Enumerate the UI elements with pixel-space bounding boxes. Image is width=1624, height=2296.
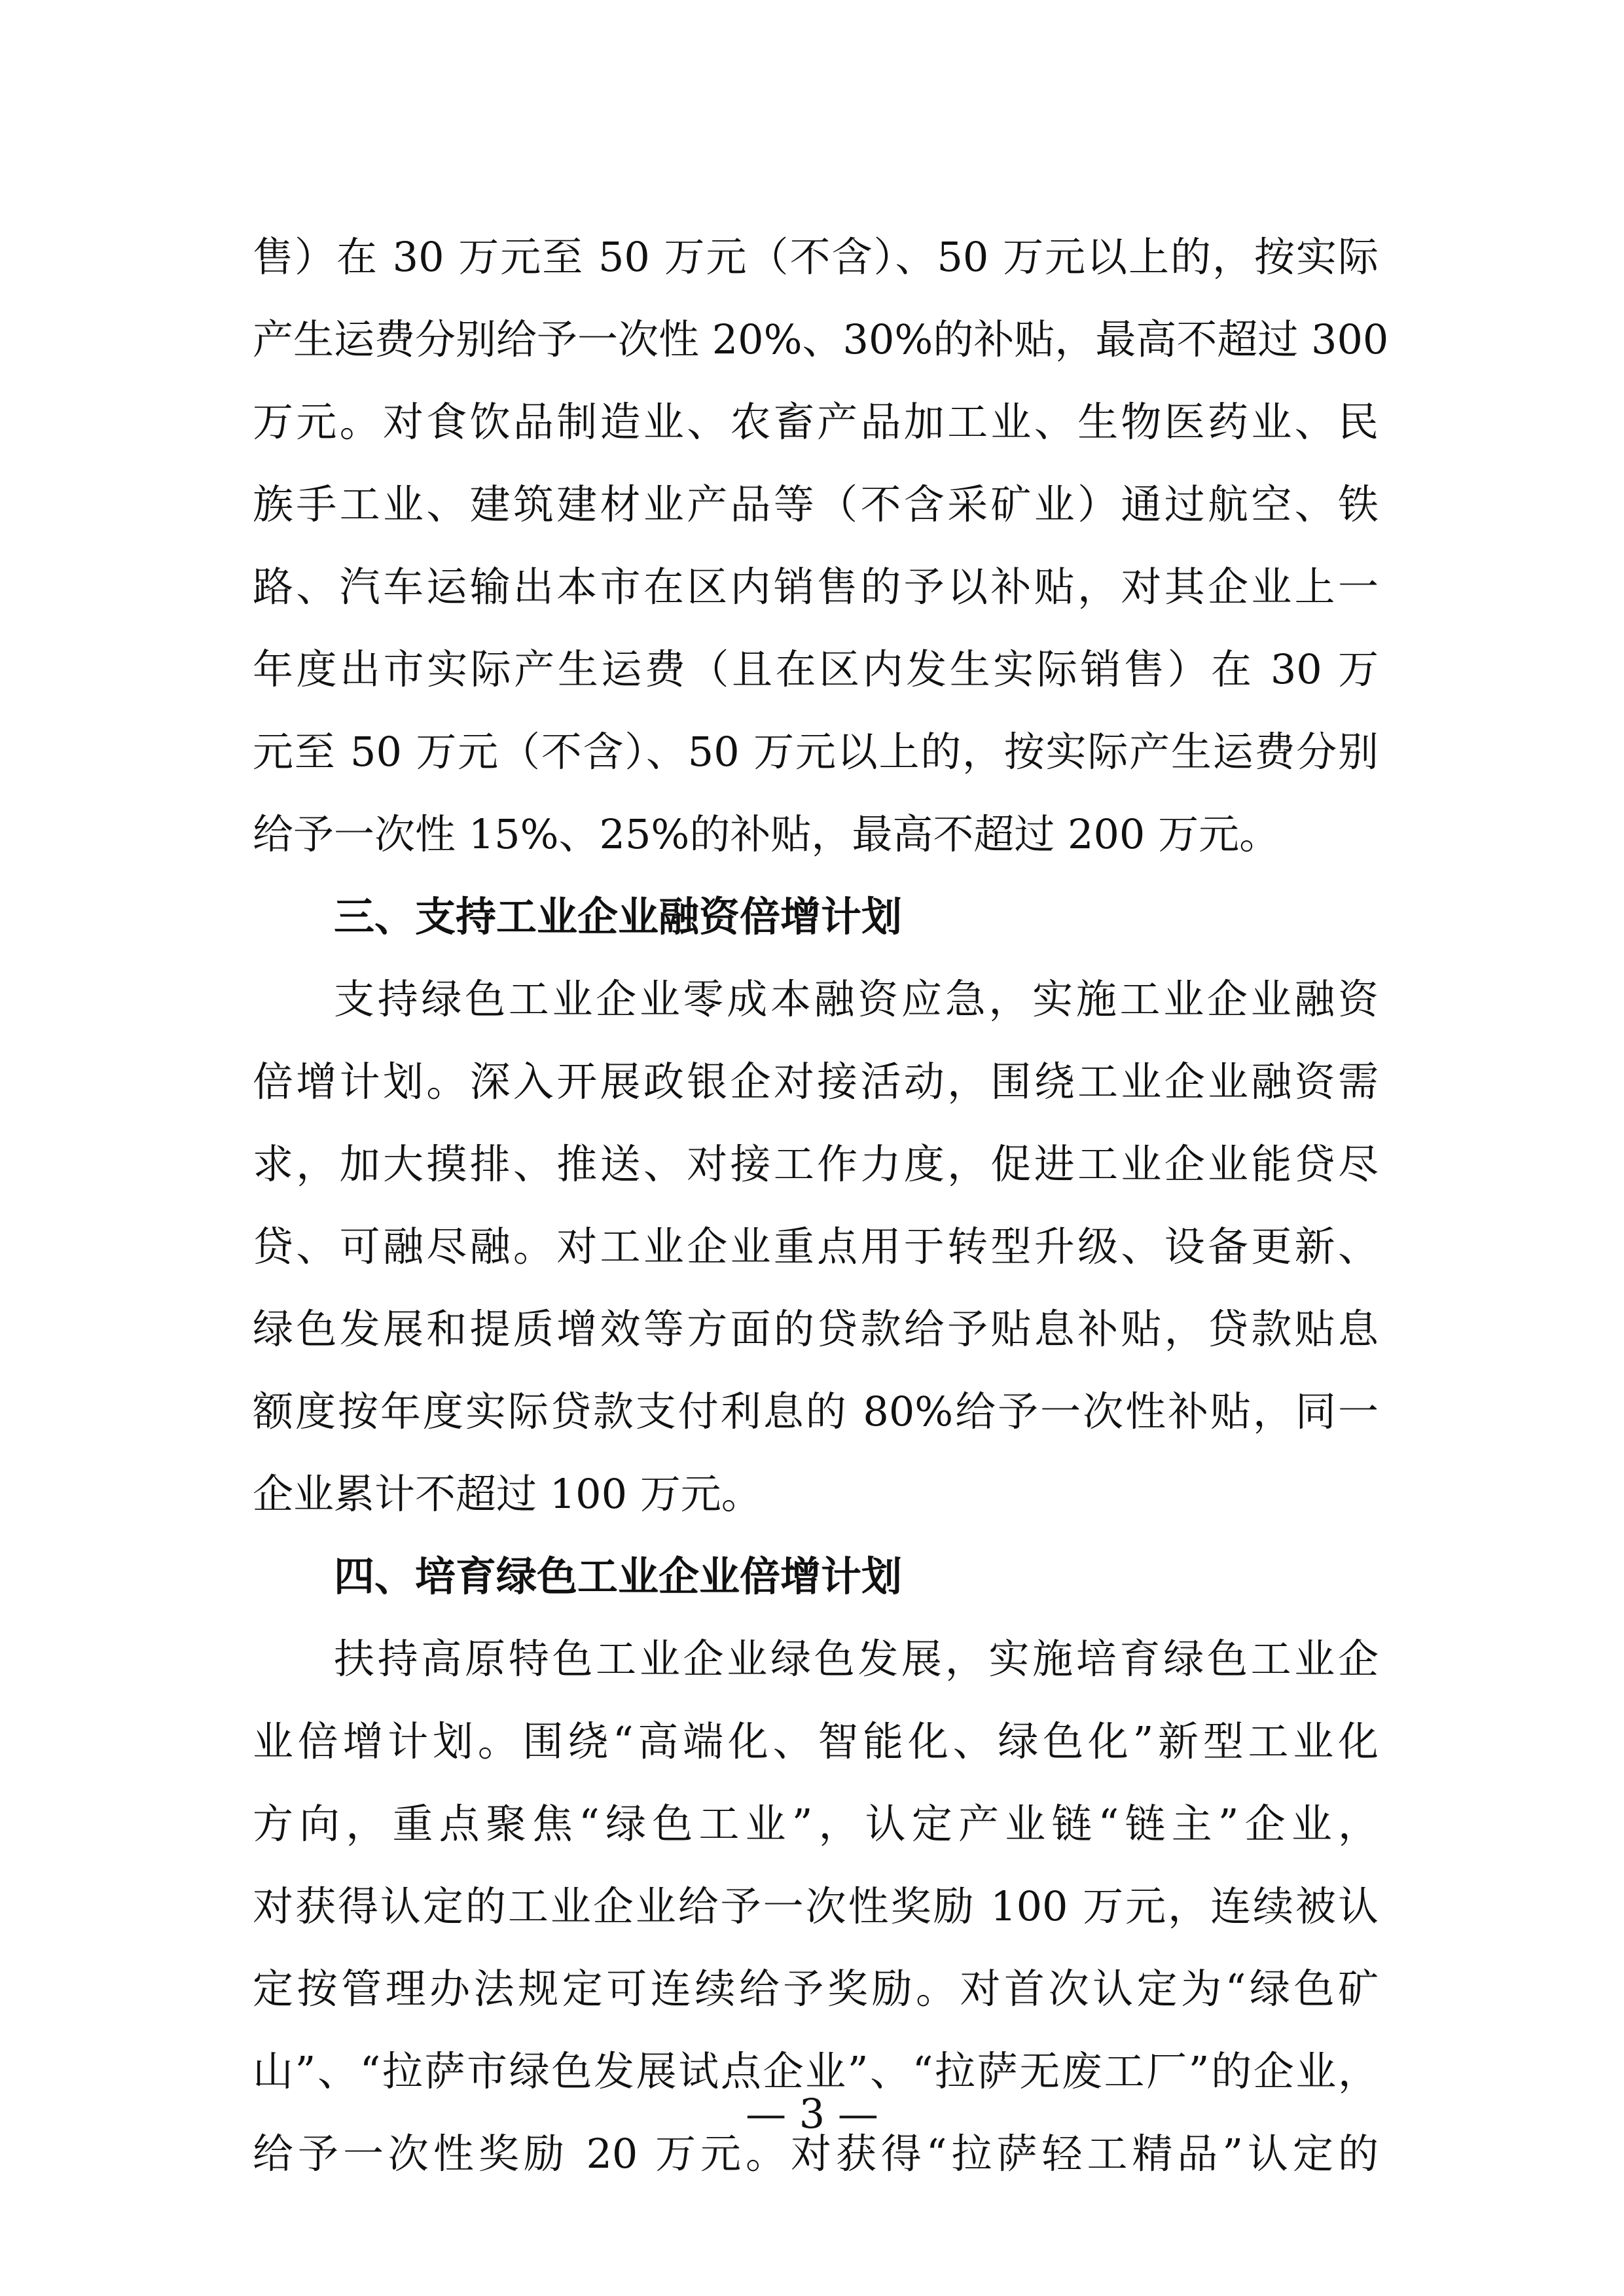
paragraph-2-line-6: 额度按年度实际贷款支付利息的 80%给予一次性补贴，同一: [253, 1388, 1379, 1435]
paragraph-2-line-3: 求，加大摸排、推送、对接工作力度，促进工业企业能贷尽: [253, 1140, 1379, 1188]
paragraph-2-line-5: 绿色发展和提质增效等方面的贷款给予贴息补贴，贷款贴息: [253, 1305, 1379, 1353]
paragraph-2-line-1: 支持绿色工业企业零成本融资应急，实施工业企业融资: [334, 975, 1379, 1023]
paragraph-1-line-5: 路、汽车运输出本市在区内销售的予以补贴，对其企业上一: [253, 563, 1379, 611]
paragraph-1-line-7: 元至 50 万元（不含）、50 万元以上的，按实际产生运费分别: [253, 728, 1379, 776]
paragraph-3-line-3: 方向，重点聚焦“绿色工业”，认定产业链“链主”企业，: [253, 1800, 1379, 1848]
paragraph-3-line-7: 给予一次性奖励 20 万元。对获得“拉萨轻工精品”认定的: [253, 2130, 1379, 2178]
page-number: — 3 —: [746, 2090, 878, 2138]
paragraph-3-line-6: 山”、“拉萨市绿色发展试点企业”、“拉萨无废工厂”的企业，: [253, 2047, 1379, 2095]
paragraph-2-line-7: 企业累计不超过 100 万元。: [253, 1470, 762, 1518]
paragraph-3-line-4: 对获得认定的工业企业给予一次性奖励 100 万元，连续被认: [253, 1882, 1379, 1930]
paragraph-3-line-1: 扶持高原特色工业企业绿色发展，实施培育绿色工业企: [334, 1635, 1379, 1683]
paragraph-3-line-5: 定按管理办法规定可连续给予奖励。对首次认定为“绿色矿: [253, 1965, 1379, 2013]
paragraph-2-line-4: 贷、可融尽融。对工业企业重点用于转型升级、设备更新、: [253, 1223, 1379, 1270]
paragraph-1-line-3: 万元。对食饮品制造业、农畜产品加工业、生物医药业、民: [253, 398, 1379, 446]
paragraph-1-line-2: 产生运费分别给予一次性 20%、30%的补贴，最高不超过 300: [253, 315, 1389, 363]
paragraph-2-line-2: 倍增计划。深入开展政银企对接活动，围绕工业企业融资需: [253, 1058, 1379, 1105]
section-heading-3: 三、支持工业企业融资倍增计划: [334, 893, 903, 941]
body-text: [253, 216, 1389, 2195]
paragraph-1-line-4: 族手工业、建筑建材业产品等（不含采矿业）通过航空、铁: [253, 480, 1379, 528]
section-heading-4: 四、培育绿色工业企业倍增计划: [334, 1552, 903, 1600]
paragraph-1-line-6: 年度出市实际产生运费（且在区内发生实际销售）在 30 万: [253, 645, 1379, 693]
paragraph-3-line-2: 业倍增计划。围绕“高端化、智能化、绿色化”新型工业化: [253, 1717, 1379, 1765]
paragraph-1-line-1: 售）在 30 万元至 50 万元（不含）、50 万元以上的，按实际: [253, 233, 1379, 281]
paragraph-1-line-8: 给予一次性 15%、25%的补贴，最高不超过 200 万元。: [253, 810, 1280, 858]
